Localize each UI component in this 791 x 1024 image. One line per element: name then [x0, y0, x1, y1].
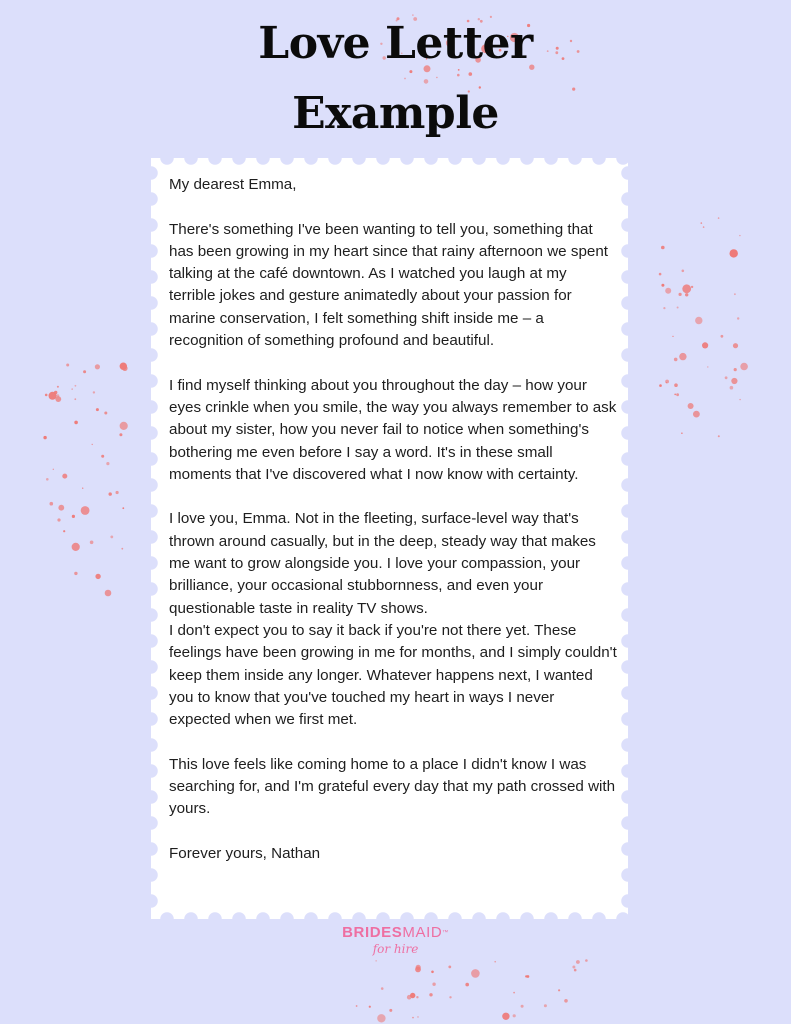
splatter-dot	[389, 1009, 392, 1012]
splatter-dot	[739, 399, 740, 400]
splatter-dot	[417, 1016, 418, 1017]
splatter-dot	[62, 474, 67, 479]
splatter-dot	[58, 505, 64, 511]
splatter-dot	[409, 70, 412, 73]
letter-paragraph-2: I find myself thinking about you throughout the day – how your eyes crinkle when you smile, the way you always remember to ask about my sister, how you never fail to notice when something's bothering me even before I say a word. It's in these small moments that I've discovered what I now know with certainty.	[169, 376, 617, 483]
splatter-dot	[737, 317, 739, 319]
splatter-dot	[57, 386, 59, 388]
splatter-dot	[415, 967, 421, 973]
splatter-dot	[691, 286, 693, 288]
splatter-dot	[469, 72, 473, 76]
splatter-dot	[693, 411, 700, 418]
splatter-dot	[66, 364, 69, 367]
splatter-dot	[356, 1005, 358, 1007]
splatter-dot	[376, 960, 377, 961]
splatter-dot	[50, 502, 54, 506]
logo-tagline: for hire	[372, 942, 419, 956]
splatter-dot	[81, 506, 90, 515]
splatter-dot	[120, 422, 128, 430]
splatter-dot	[679, 293, 682, 296]
bridesmaid-for-hire-logo	[0, 924, 791, 956]
page-title-line-2: Example	[292, 88, 499, 139]
splatter-dot	[74, 421, 78, 425]
splatter-dot	[703, 226, 705, 228]
splatter-dot	[471, 969, 480, 978]
logo-word-bold: BRIDES	[342, 924, 403, 941]
splatter-dot	[721, 335, 724, 338]
splatter-dot	[436, 77, 437, 78]
splatter-dot	[407, 995, 412, 1000]
splatter-dot	[725, 376, 728, 379]
splatter-dot	[82, 488, 83, 489]
splatter-dot	[572, 966, 575, 969]
splatter-dot	[574, 969, 577, 972]
splatter-dot	[431, 971, 434, 974]
splatter-dot	[57, 518, 60, 521]
splatter-dot	[739, 235, 740, 236]
letter-body	[169, 174, 617, 888]
splatter-dot	[71, 388, 73, 390]
splatter-dot	[369, 1006, 371, 1008]
splatter-dot	[734, 368, 737, 371]
splatter-dot	[95, 364, 100, 369]
splatter-dot	[116, 491, 119, 494]
logo-word-light: MAID	[402, 924, 443, 941]
splatter-dot	[681, 432, 683, 434]
splatter-dot	[101, 455, 104, 458]
splatter-dot	[695, 317, 702, 324]
splatter-dot	[121, 548, 123, 550]
splatter-dot	[676, 393, 679, 396]
splatter-dot	[677, 307, 679, 309]
splatter-dot	[674, 394, 676, 396]
splatter-dot	[659, 273, 662, 276]
splatter-dot	[432, 983, 435, 986]
splatter-dot	[494, 961, 496, 963]
splatter-dot	[412, 1017, 414, 1019]
splatter-dot	[110, 536, 113, 539]
splatter-dot	[702, 342, 708, 348]
splatter-dot	[674, 383, 678, 387]
splatter-dot	[109, 492, 112, 495]
splatter-dot	[75, 385, 77, 387]
splatter-dot	[105, 590, 112, 597]
splatter-dot	[404, 78, 406, 80]
splatter-dot	[95, 574, 100, 579]
splatter-dot	[43, 436, 46, 439]
splatter-dot	[701, 222, 703, 224]
splatter-dot	[122, 507, 124, 509]
splatter-dot	[54, 391, 57, 394]
splatter-dot	[449, 996, 451, 998]
splatter-dot	[661, 284, 664, 287]
splatter-dot	[120, 363, 127, 370]
splatter-dot	[558, 989, 560, 991]
splatter-dot	[718, 435, 720, 437]
splatter-dot	[96, 408, 99, 411]
splatter-dot	[740, 363, 748, 371]
letter-paragraph-5: This love feels like coming home to a place I didn't know I was searching for, and I'm grateful every day that my path crossed with yours.	[169, 755, 616, 818]
splatter-dot	[521, 1005, 524, 1008]
splatter-dot	[106, 462, 109, 465]
splatter-dot	[688, 403, 694, 409]
splatter-dot	[707, 366, 708, 367]
splatter-dot	[718, 217, 720, 219]
splatter-dot	[74, 572, 77, 575]
splatter-dot	[119, 433, 122, 436]
page-title-line-1: Love Letter	[258, 18, 533, 69]
splatter-dot	[90, 541, 94, 545]
splatter-dot	[513, 1014, 516, 1017]
splatter-dot	[672, 336, 673, 337]
splatter-dot	[663, 307, 665, 309]
splatter-dot	[679, 353, 686, 360]
splatter-dot	[104, 412, 107, 415]
splatter-dot	[502, 1013, 509, 1020]
logo-wordmark	[0, 924, 791, 942]
letter-paragraph-1: There's something I've been wanting to tell you, something that has been growing in my heart since that rainy afternoon we spent talking at the café downtown. As I watched you laugh at my terrible jokes and gesture animatedly about your passion for marine conservation, I felt something shift inside me – a recognition of something profound and beautiful.	[169, 220, 609, 350]
splatter-dot	[665, 288, 671, 294]
splatter-dot	[585, 959, 588, 962]
splatter-dot	[465, 983, 469, 987]
splatter-dot	[564, 999, 568, 1003]
splatter-dot	[685, 293, 688, 296]
splatter-dot	[92, 444, 93, 445]
splatter-dot	[46, 478, 49, 481]
splatter-dot	[63, 530, 65, 532]
splatter-dot	[682, 284, 691, 293]
letter-paragraph-4: I don't expect you to say it back if you're not there yet. These feelings have been growing in me for months, and I simply couldn't keep them inside any longer. Whatever happens next, I wanted you to know that you've touched my heart in ways I never expected when we first met.	[169, 621, 617, 729]
splatter-dot	[429, 993, 432, 996]
splatter-dot	[730, 249, 738, 257]
letter-greeting: My dearest Emma,	[169, 176, 297, 193]
splatter-dot	[416, 996, 418, 998]
splatter-dot	[682, 270, 685, 273]
splatter-dot	[381, 987, 384, 990]
splatter-dot	[56, 394, 59, 397]
splatter-dot	[93, 391, 95, 393]
letter-paragraph-3: I love you, Emma. Not in the fleeting, surface-level way that's thrown around casually, but in the deep, steady way that makes me want to grow alongside you. I love your compassion, your brilliance, your occasional stubbornness, and even your questionable taste in reality TV shows.	[169, 510, 596, 617]
splatter-dot	[45, 394, 48, 397]
splatter-dot	[733, 343, 738, 348]
splatter-dot	[412, 14, 413, 15]
splatter-dot	[513, 992, 515, 994]
splatter-dot	[659, 384, 662, 387]
splatter-dot	[661, 246, 665, 250]
splatter-dot	[83, 370, 86, 373]
splatter-dot	[377, 1014, 385, 1022]
splatter-dot	[730, 386, 734, 390]
splatter-dot	[74, 398, 76, 400]
splatter-dot	[525, 975, 527, 977]
splatter-dot	[576, 960, 580, 964]
splatter-dot	[72, 515, 75, 518]
splatter-dot	[665, 380, 669, 384]
splatter-dot	[734, 293, 736, 295]
letter-closing: Forever yours, Nathan	[169, 844, 321, 862]
splatter-dot	[457, 74, 460, 77]
splatter-dot	[72, 543, 80, 551]
splatter-dot	[544, 1004, 547, 1007]
splatter-dot	[731, 378, 737, 384]
splatter-dot	[53, 469, 54, 470]
logo-trademark: ™	[442, 930, 449, 936]
splatter-dot	[458, 69, 460, 71]
splatter-dot	[448, 966, 451, 969]
splatter-dot	[424, 79, 429, 84]
splatter-dot	[674, 358, 678, 362]
